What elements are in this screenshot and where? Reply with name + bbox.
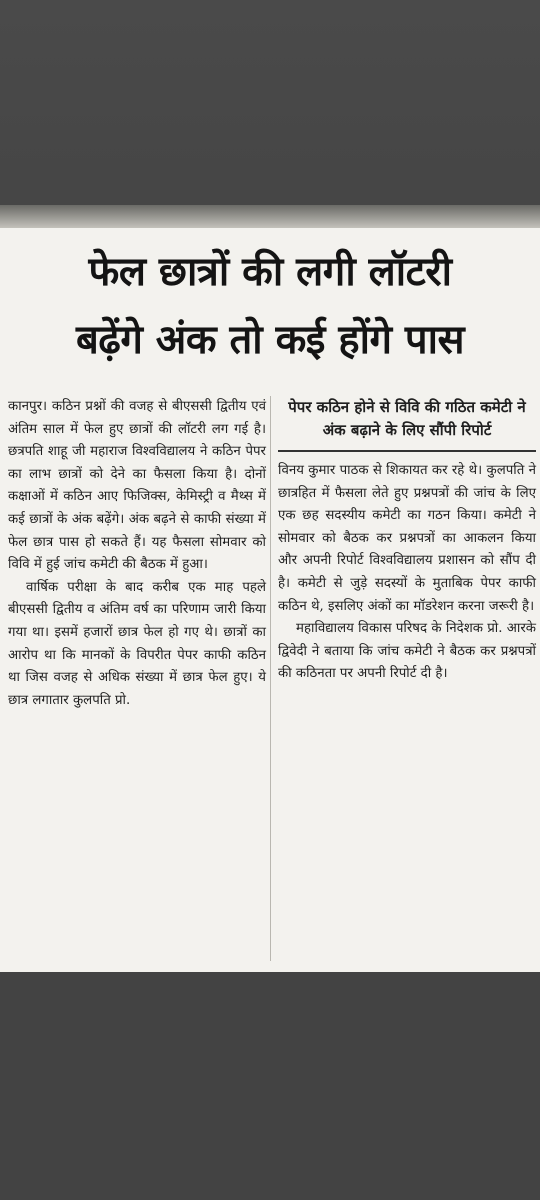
right-paragraph-2: महाविद्यालय विकास परिषद के निदेशक प्रो. आरके द्विवेदी ने बताया कि जांच कमेटी ने बैठक कर प्रश्नपत्रों की कठिनता पर अपनी रिपोर्ट दी है। [278, 621, 536, 682]
headline-line-2: बढ़ेंगे अंक तो कई होंगे पास [75, 317, 465, 363]
subheadline: पेपर कठिन होने से विवि की गठित कमेटी ने अंक बढ़ाने के लिए सौंपी रिपोर्ट [278, 396, 536, 452]
right-column [278, 396, 536, 686]
newspaper-clipping [0, 228, 540, 972]
left-column [8, 396, 266, 712]
article-columns [6, 396, 534, 966]
right-paragraph-1: विनय कुमार पाठक से शिकायत कर रहे थे। कुलपति ने छात्रहित में फैसला लेते हुए प्रश्नपत्रों की जांच के लिए एक छह सदस्यीय कमेटी का गठन किया। कमेटी ने सोमवार को बैठक कर प्रश्नपत्रों का आकलन किया और अपनी रिपोर्ट विश्वविद्यालय प्रशासन को सौंप दी है। कमेटी से जुड़े सदस्यों के मुताबिक पेपर काफी कठिन थे, इसलिए अंकों का मॉडरेशन करना जरूरी है। [278, 463, 536, 614]
top-background [0, 0, 540, 228]
column-divider [270, 396, 271, 961]
bottom-background [0, 972, 540, 1200]
left-paragraph-1: कानपुर। कठिन प्रश्नों की वजह से बीएससी द्वितीय एवं अंतिम साल में फेल हुए छात्रों की लॉटरी लग गई है। छत्रपति शाहू जी महाराज विश्वविद्यालय ने कठिन पेपर का लाभ छात्रों को देने का फैसला किया है। दोनों कक्षाओं में कठिन आए फिजिक्स, केमिस्ट्री व मैथ्स में कई छात्रों के अंक बढ़ेंगे। अंक बढ़ने से काफी संख्या में फेल छात्र पास हो सकते हैं। यह फैसला सोमवार को विवि में हुई जांच कमेटी की बैठक में हुआ। [8, 399, 266, 573]
headline-line-1: फेल छात्रों की लगी लॉटरी [88, 249, 452, 295]
left-paragraph-2: वार्षिक परीक्षा के बाद करीब एक माह पहले बीएससी द्वितीय व अंतिम वर्ष का परिणाम जारी किया गया था। इसमें हजारों छात्र फेल हो गए थे। छात्रों का आरोप था कि मानकों के विपरीत पेपर काफी कठिन था जिस वजह से अधिक संख्या में छात्र फेल हुए। ये छात्र लगातार कुलपति प्रो. [8, 579, 266, 708]
